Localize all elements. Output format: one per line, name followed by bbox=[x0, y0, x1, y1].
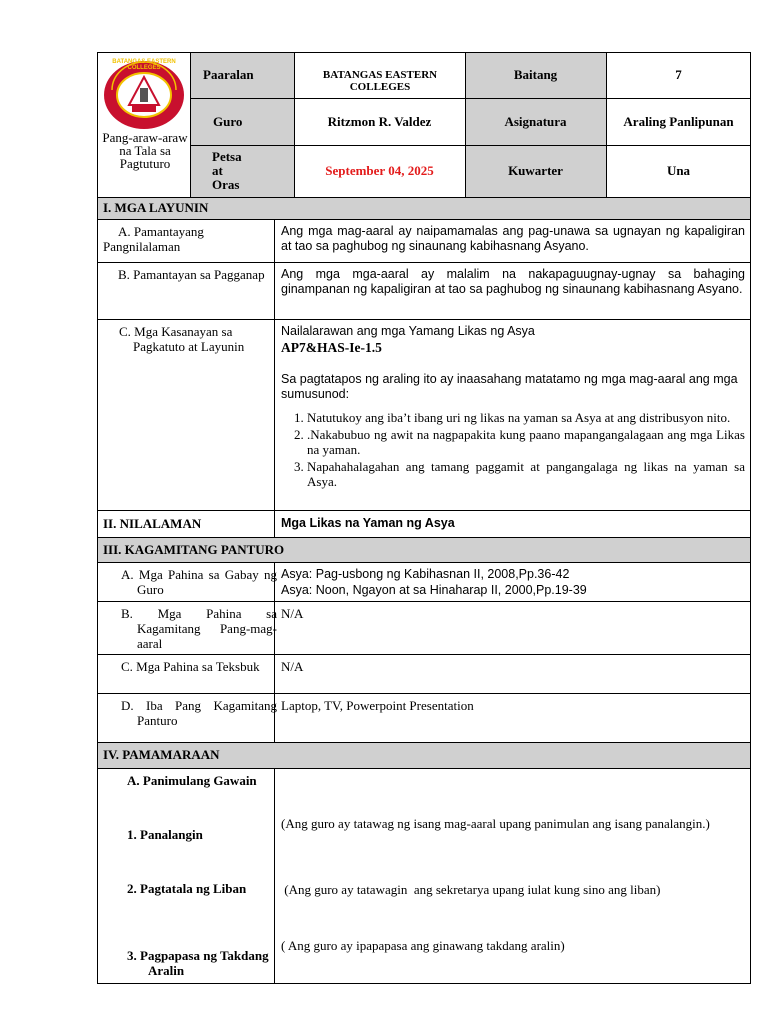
kagamitan-b-label: B. Mga Pahina sa Kagamitang Pang-mag-aaral bbox=[121, 606, 277, 651]
list-item: 1. Natutukoy ang iba’t ibang uri ng likas na yaman sa Asya at ang distribusyon nito. bbox=[307, 410, 745, 425]
layunin-c-intro: Sa pagtatapos ng araling ito ay inaasahang matatamo ng mga mag-aaral ang mga sumusunod: bbox=[281, 372, 738, 401]
kagamitan-b-value: N/A bbox=[281, 606, 304, 621]
kuwarter-value: Una bbox=[666, 163, 691, 178]
logo-caption: Pang-araw-araw na Tala sa Pagtuturo bbox=[102, 130, 188, 171]
kagamitan-c-value: N/A bbox=[281, 659, 304, 674]
layunin-a-text: Ang mga mag-aaral ay naipamamalas ang pag-unawa sa ugnayan ng kapaligiran at tao sa paghubog ng sinaunang kabihasnang Asyano. bbox=[281, 224, 745, 253]
pamamaraan-item1-label: 1. Panalangin bbox=[127, 827, 203, 842]
kagamitan-d-value: Laptop, TV, Powerpoint Presentation bbox=[281, 698, 474, 713]
pamamaraan-item3-text: ( Ang guro ay ipapapasa ang ginawang takdang aralin) bbox=[281, 938, 565, 953]
asignatura-label: Asignatura bbox=[504, 114, 567, 129]
petsa-value: September 04, 2025 bbox=[325, 163, 434, 178]
section-title-nilalaman: II. NILALAMAN bbox=[103, 516, 202, 531]
baitang-label: Baitang bbox=[513, 67, 558, 82]
kagamitan-a-line1: Asya: Pag-usbong ng Kabihasnan II, 2008,Pp.36-42 bbox=[281, 567, 570, 581]
layunin-b-label: B. Pamantayan sa Pagganap bbox=[118, 267, 265, 282]
kagamitan-a-label: A. Mga Pahina sa Gabay ng Guro bbox=[121, 567, 277, 597]
layunin-c-label: C. Mga Kasanayan sa Pagkatuto at Layunin bbox=[119, 324, 245, 354]
pamamaraan-a-label: A. Panimulang Gawain bbox=[127, 773, 257, 788]
asignatura-value: Araling Panlipunan bbox=[623, 114, 734, 129]
section-title-pamamaraan: IV. PAMAMARAAN bbox=[103, 747, 220, 762]
kagamitan-c-label: C. Mga Pahina sa Teksbuk bbox=[121, 659, 260, 674]
layunin-c-code: AP7&HAS-Ie-1.5 bbox=[281, 340, 382, 355]
kuwarter-label: Kuwarter bbox=[508, 163, 563, 178]
petsa-label: Petsa at Oras bbox=[212, 149, 242, 192]
list-item: 3. Napahahalagahan ang tamang paggamit at pangangalaga ng likas na yaman sa Asya. bbox=[307, 459, 745, 489]
baitang-value: 7 bbox=[675, 67, 682, 82]
layunin-a-label: A. Pamantayang Pangnilalaman bbox=[103, 224, 204, 254]
paaralan-value: BATANGAS EASTERN COLLEGES bbox=[322, 69, 438, 93]
guro-value: Ritzmon R. Valdez bbox=[327, 114, 432, 129]
kagamitan-d-label: D. Iba Pang Kagamitang Panturo bbox=[121, 698, 277, 728]
logo-text: BATANGAS EASTERN COLLEGES bbox=[112, 59, 176, 71]
pamamaraan-item2-text: (Ang guro ay tatawagin ang sekretarya upang iulat kung sino ang liban) bbox=[281, 882, 661, 897]
layunin-c-line1: Nailalarawan ang mga Yamang Likas ng Asya bbox=[281, 324, 535, 338]
pamamaraan-item1-text: (Ang guro ay tatawag ng isang mag-aaral upang panimulan ang isang panalangin.) bbox=[281, 816, 710, 831]
nilalaman-value: Mga Likas na Yaman ng Asya bbox=[281, 516, 455, 530]
layunin-b-text: Ang mga mga-aaral ay malalim na nakapaguugnay-ugnay sa bahaging ginampanan ng kapaligiran at tao sa paghubog ng sinaunang kabihasnang Asyano. bbox=[281, 267, 745, 296]
guro-label: Guro bbox=[213, 114, 243, 129]
section-title-layunin: I. MGA LAYUNIN bbox=[103, 200, 209, 215]
section-title-kagamitan: III. KAGAMITANG PANTURO bbox=[103, 542, 285, 557]
layunin-c-list bbox=[281, 410, 745, 491]
pamamaraan-item2-label: 2. Pagtatala ng Liban bbox=[127, 881, 247, 896]
pamamaraan-item3-label: 3. Pagpapasa ng Takdang Aralin bbox=[127, 948, 269, 978]
paaralan-label: Paaralan bbox=[203, 67, 254, 82]
school-logo bbox=[102, 60, 186, 130]
kagamitan-a-line2: Asya: Noon, Ngayon at sa Hinaharap II, 2000,Pp.19-39 bbox=[281, 583, 587, 597]
list-item: 2. .Nakabubuo ng awit na nagpapakita kung paano mapangangalagaan ang mga Likas na yaman. bbox=[307, 427, 745, 457]
